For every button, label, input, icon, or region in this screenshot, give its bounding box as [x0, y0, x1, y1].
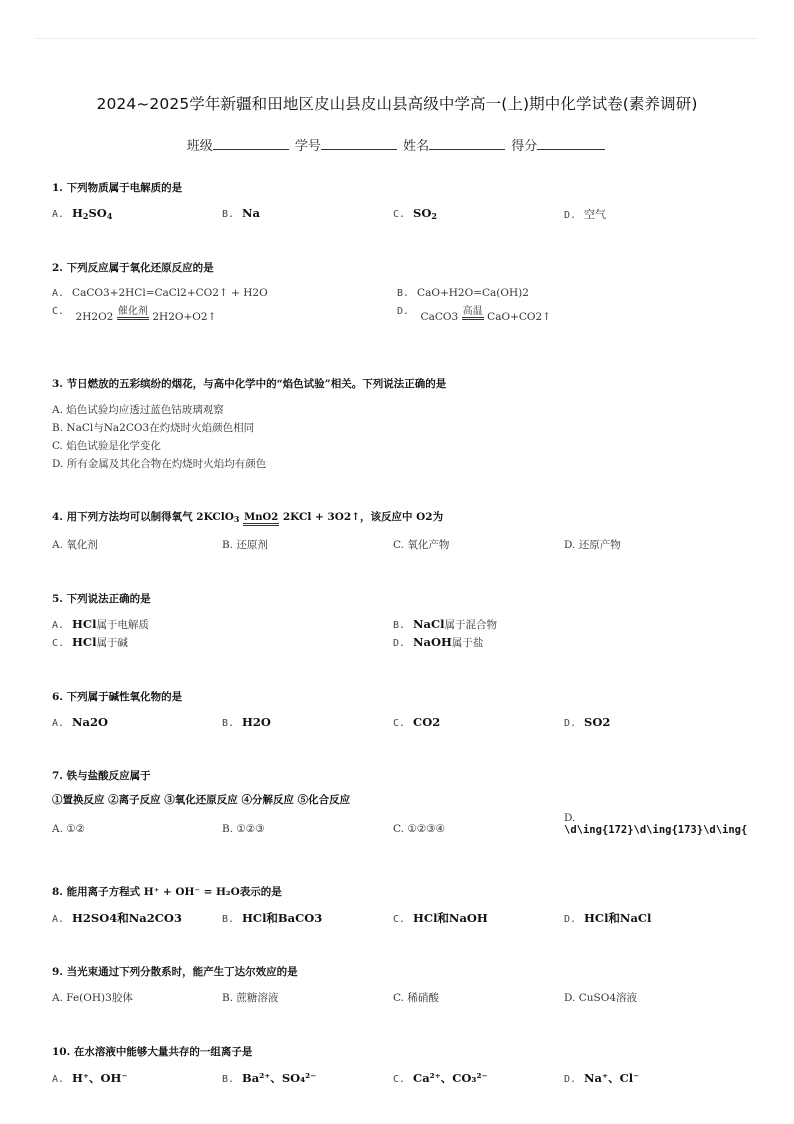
- question-6: [52, 689, 752, 729]
- option-d[interactable]: D. NaOH属于盐: [393, 635, 484, 649]
- option-c[interactable]: C. CO2: [393, 715, 441, 729]
- option-d[interactable]: D. Na⁺、Cl⁻: [564, 1071, 640, 1085]
- option-d[interactable]: D. SO2: [564, 715, 611, 729]
- option-a[interactable]: A. CaCO3+2HCl=CaCl2+CO2↑ + H2O: [52, 287, 268, 299]
- option-a[interactable]: A. ①②: [52, 823, 86, 835]
- option-d[interactable]: D. 空气: [564, 208, 607, 221]
- option-b[interactable]: B. HCl和BaCO3: [222, 911, 323, 925]
- question-5: [52, 591, 752, 649]
- option-b[interactable]: B. Na: [222, 206, 261, 220]
- question-7: [52, 768, 752, 836]
- option-d[interactable]: D. 所有金属及其化合物在灼烧时火焰均有颜色: [52, 458, 267, 470]
- option-c[interactable]: C. HCl和NaOH: [393, 911, 488, 925]
- student-info-line: [0, 135, 794, 154]
- class-label: 班级: [186, 139, 213, 154]
- page-title: 2024~2025学年新疆和田地区皮山县皮山县高级中学高一(上)期中化学试卷(素养调研): [96, 95, 698, 113]
- option-b[interactable]: B. ①②③: [222, 823, 265, 835]
- question-stem: 5. 下列说法正确的是: [52, 593, 151, 605]
- header-divider: [36, 38, 758, 39]
- option-b[interactable]: B. 蔗糖溶液: [222, 992, 279, 1004]
- question-1: [52, 180, 752, 221]
- option-d[interactable]: D. 还原产物: [564, 539, 621, 551]
- name-blank[interactable]: [429, 137, 505, 150]
- option-a[interactable]: A. H⁺、OH⁻: [52, 1071, 128, 1085]
- option-d[interactable]: D. CaCO3 高温 CaO+CO2↑: [397, 306, 551, 323]
- name-label: 姓名: [403, 139, 430, 154]
- option-b[interactable]: B. Ba²⁺、SO₄²⁻: [222, 1071, 317, 1085]
- option-b[interactable]: B. CaO+H2O=Ca(OH)2: [397, 287, 529, 299]
- question-stem: 4. 用下列方法均可以制得氧气 2KClO$_3$ MnO2 2KCl + 3O2↑，该反应中 O2为: [52, 511, 444, 524]
- question-stem: 7. 铁与盐酸反应属于: [52, 770, 151, 782]
- question-stem: 3. 节日燃放的五彩缤纷的烟花，与高中化学中的“焰色试验”相关。下列说法正确的是: [52, 378, 447, 390]
- option-c[interactable]: C. 焰色试验是化学变化: [52, 440, 161, 452]
- question-8: [52, 884, 752, 925]
- option-a[interactable]: A. Na2O: [52, 715, 109, 729]
- question-stem: 10. 在水溶液中能够大量共存的一组离子是: [52, 1046, 253, 1058]
- question-stem: 6. 下列属于碱性氧化物的是: [52, 691, 183, 703]
- question-stem: 1. 下列物质属于电解质的是: [52, 182, 183, 194]
- question-stem: 9. 当光束通过下列分散系时，能产生丁达尔效应的是: [52, 966, 298, 978]
- question-stem: 2. 下列反应属于氧化还原反应的是: [52, 262, 214, 274]
- question-3: [52, 376, 752, 470]
- option-c[interactable]: C. $SO_2$: [393, 206, 437, 221]
- score-blank[interactable]: [537, 137, 605, 150]
- option-a[interactable]: A. Fe(OH)3胶体: [52, 992, 133, 1004]
- question-choices-list: ①置换反应 ②离子反应 ③氧化还原反应 ④分解反应 ⑤化合反应: [52, 794, 351, 806]
- option-b[interactable]: B. NaCl与Na2CO3在灼烧时火焰颜色相同: [52, 422, 255, 434]
- option-b[interactable]: B. NaCl属于混合物: [393, 617, 498, 631]
- option-c[interactable]: C. Ca²⁺、CO₃²⁻: [393, 1071, 488, 1085]
- option-c[interactable]: C. 2H2O2 催化剂 2H2O+O2↑: [52, 306, 217, 323]
- option-a[interactable]: A. 氧化剂: [52, 539, 98, 551]
- option-a[interactable]: A. H2SO4和Na2CO3: [52, 911, 182, 925]
- option-c[interactable]: C. 稀硝酸: [393, 992, 439, 1004]
- student-id-blank[interactable]: [321, 137, 397, 150]
- question-2: [52, 260, 752, 323]
- student-id-label: 学号: [294, 139, 321, 154]
- score-label: 得分: [511, 139, 538, 154]
- option-d[interactable]: D. HCl和NaCl: [564, 911, 652, 925]
- option-c[interactable]: C. ①②③④: [393, 823, 445, 835]
- option-a[interactable]: A. 焰色试验均应透过蓝色钴玻璃观察: [52, 404, 224, 416]
- option-c[interactable]: C. HCl属于碱: [52, 635, 128, 649]
- option-b[interactable]: B. 还原剂: [222, 539, 268, 551]
- question-4: [52, 509, 752, 551]
- question-10: [52, 1044, 752, 1085]
- option-b[interactable]: B. H2O: [222, 715, 271, 729]
- question-stem: 8. 能用离子方程式 H⁺ + OH⁻ = H₂O表示的是: [52, 886, 282, 898]
- option-a[interactable]: A. $H_2SO_4$: [52, 206, 113, 221]
- class-blank[interactable]: [213, 137, 289, 150]
- option-d[interactable]: D. CuSO4溶液: [564, 992, 637, 1004]
- option-d[interactable]: D. \d\ing{172}\d\ing{173}\d\ing{: [564, 812, 748, 836]
- option-c[interactable]: C. 氧化产物: [393, 539, 450, 551]
- option-a[interactable]: A. HCl属于电解质: [52, 617, 149, 631]
- question-9: [52, 964, 752, 1004]
